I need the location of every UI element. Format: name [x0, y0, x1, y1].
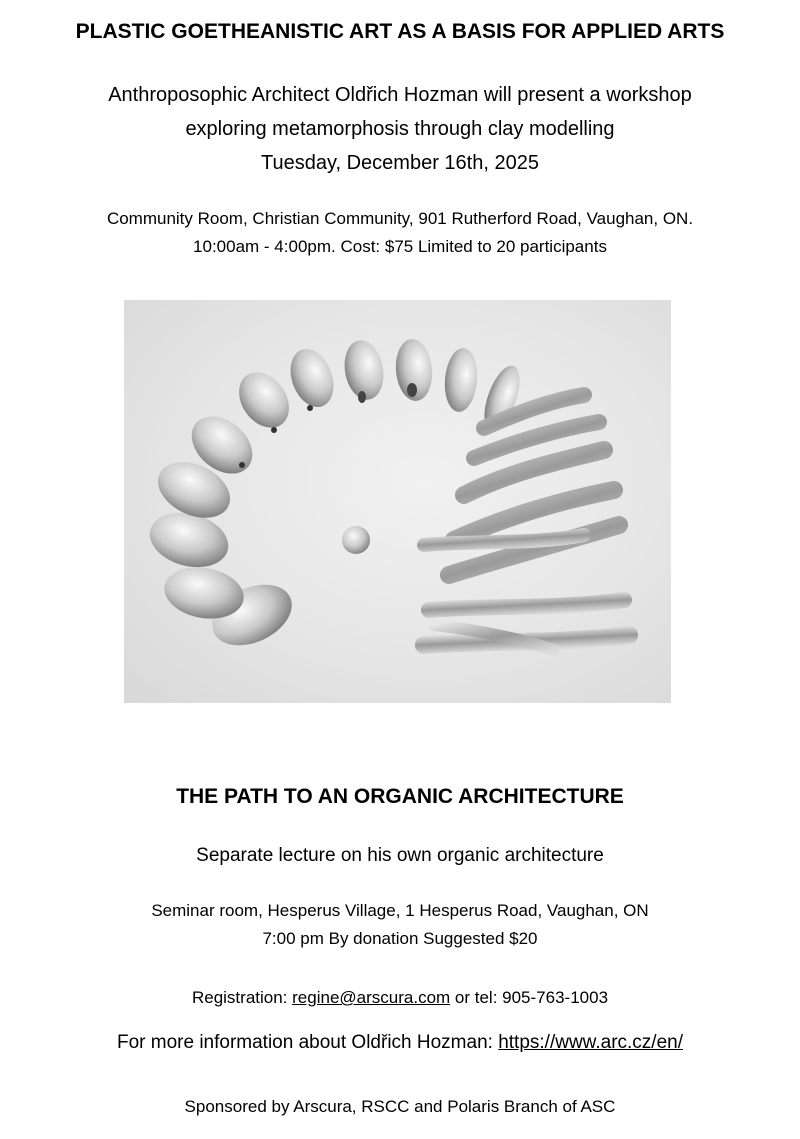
clay-metamorphosis-photo: [124, 300, 671, 703]
more-info-prefix: For more information about Oldřich Hozman:: [116, 1032, 499, 1053]
lecture-venue: Seminar room, Hesperus Village, 1 Hesperus Road, Vaughan, ON: [151, 901, 649, 920]
registration-prefix: Registration:: [191, 988, 293, 1007]
sponsors-line: Sponsored by Arscura, RSCC and Polaris Branch of ASC: [184, 1097, 616, 1116]
registration-line: [0, 988, 800, 1008]
workshop-details: 10:00am - 4:00pm. Cost: $75 Limited to 20 participants: [193, 237, 607, 256]
lecture-subtitle: Separate lecture on his own organic architecture: [196, 845, 604, 866]
lecture-details: 7:00 pm By donation Suggested $20: [262, 929, 538, 948]
poster-title: PLASTIC GOETHEANISTIC ART AS A BASIS FOR APPLIED ARTS: [75, 20, 725, 43]
registration-suffix: or tel: 905-763-1003: [450, 988, 609, 1007]
workshop-date: Tuesday, December 16th, 2025: [261, 152, 539, 174]
more-info-line: [0, 1032, 800, 1054]
workshop-venue: Community Room, Christian Community, 901 Rutherford Road, Vaughan, ON.: [106, 209, 694, 228]
intro-line-1: Anthroposophic Architect Oldřich Hozman will present a workshop: [108, 84, 692, 106]
website-link[interactable]: https://www.arc.cz/en/: [498, 1032, 683, 1053]
intro-line-2: exploring metamorphosis through clay modelling: [185, 118, 615, 140]
lecture-heading: THE PATH TO AN ORGANIC ARCHITECTURE: [176, 785, 624, 808]
registration-email-link[interactable]: regine@arscura.com: [292, 988, 451, 1007]
